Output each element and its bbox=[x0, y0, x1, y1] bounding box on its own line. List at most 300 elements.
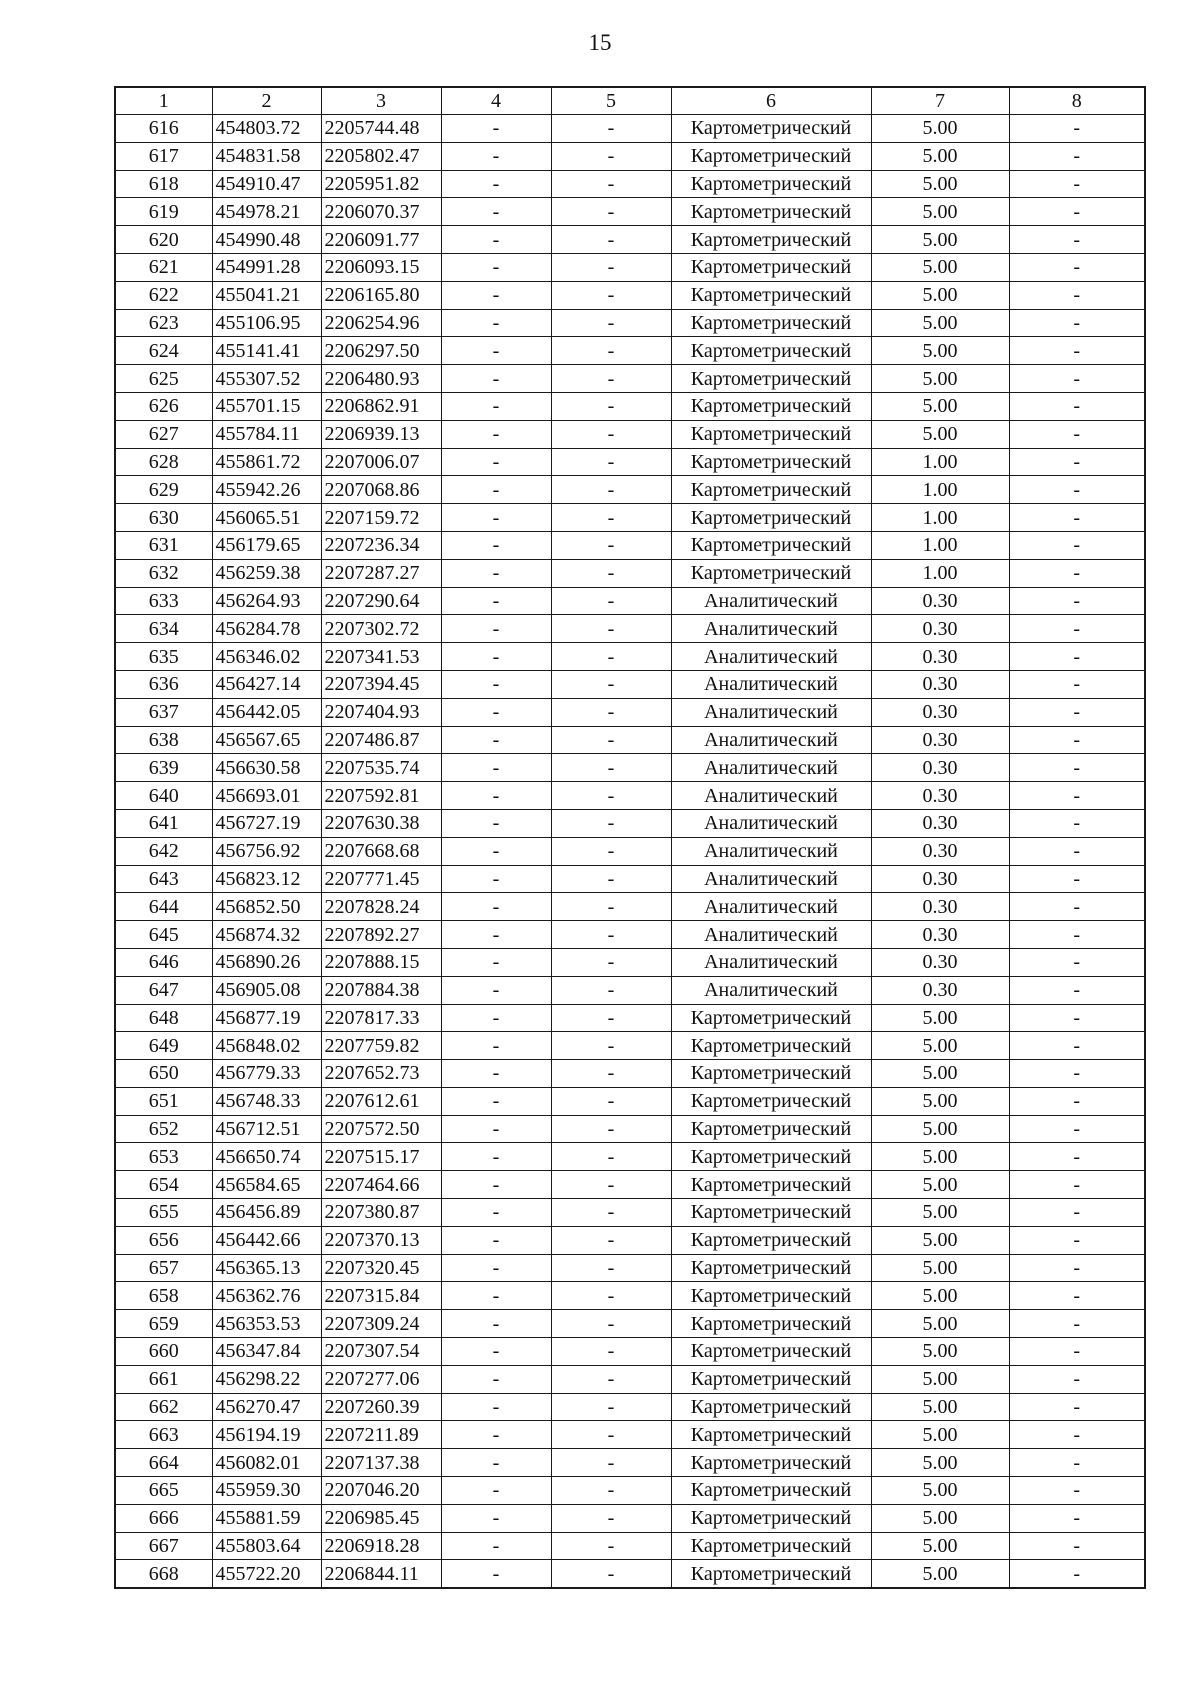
point-number-cell: 642 bbox=[115, 837, 212, 865]
table-row bbox=[115, 587, 1145, 615]
column-5-cell: - bbox=[551, 1115, 671, 1143]
method-cell: Картометрический bbox=[671, 253, 871, 281]
column-5-cell: - bbox=[551, 365, 671, 393]
column-8-cell: - bbox=[1009, 142, 1145, 170]
accuracy-cell: 0.30 bbox=[871, 893, 1009, 921]
x-coordinate-cell: 456905.08 bbox=[212, 976, 321, 1004]
method-cell: Картометрический bbox=[671, 1560, 871, 1588]
accuracy-cell: 1.00 bbox=[871, 476, 1009, 504]
table-row bbox=[115, 559, 1145, 587]
column-8-cell: - bbox=[1009, 921, 1145, 949]
column-5-cell: - bbox=[551, 1477, 671, 1505]
point-number-cell: 659 bbox=[115, 1310, 212, 1338]
y-coordinate-cell: 2205744.48 bbox=[321, 115, 441, 143]
y-coordinate-cell: 2207592.81 bbox=[321, 782, 441, 810]
column-8-cell: - bbox=[1009, 1504, 1145, 1532]
x-coordinate-cell: 456693.01 bbox=[212, 782, 321, 810]
table-body bbox=[115, 87, 1145, 1588]
column-4-cell: - bbox=[441, 976, 551, 1004]
method-cell: Картометрический bbox=[671, 504, 871, 532]
accuracy-cell: 5.00 bbox=[871, 1087, 1009, 1115]
method-cell: Картометрический bbox=[671, 1477, 871, 1505]
column-8-cell: - bbox=[1009, 531, 1145, 559]
point-number-cell: 664 bbox=[115, 1449, 212, 1477]
column-5-cell: - bbox=[551, 921, 671, 949]
point-number-cell: 630 bbox=[115, 504, 212, 532]
table-row bbox=[115, 698, 1145, 726]
x-coordinate-cell: 456264.93 bbox=[212, 587, 321, 615]
column-5-cell: - bbox=[551, 1226, 671, 1254]
column-4-cell: - bbox=[441, 1199, 551, 1227]
y-coordinate-cell: 2207771.45 bbox=[321, 865, 441, 893]
x-coordinate-cell: 455106.95 bbox=[212, 309, 321, 337]
column-5-cell: - bbox=[551, 1282, 671, 1310]
accuracy-cell: 5.00 bbox=[871, 1226, 1009, 1254]
y-coordinate-cell: 2207380.87 bbox=[321, 1199, 441, 1227]
y-coordinate-cell: 2207888.15 bbox=[321, 948, 441, 976]
column-5-cell: - bbox=[551, 1310, 671, 1338]
method-cell: Аналитический bbox=[671, 754, 871, 782]
table-row bbox=[115, 1226, 1145, 1254]
accuracy-cell: 5.00 bbox=[871, 309, 1009, 337]
y-coordinate-cell: 2207068.86 bbox=[321, 476, 441, 504]
x-coordinate-cell: 456456.89 bbox=[212, 1199, 321, 1227]
method-cell: Аналитический bbox=[671, 976, 871, 1004]
accuracy-cell: 0.30 bbox=[871, 782, 1009, 810]
point-number-cell: 667 bbox=[115, 1532, 212, 1560]
column-4-cell: - bbox=[441, 1504, 551, 1532]
accuracy-cell: 5.00 bbox=[871, 1532, 1009, 1560]
point-number-cell: 616 bbox=[115, 115, 212, 143]
x-coordinate-cell: 456727.19 bbox=[212, 809, 321, 837]
column-4-cell: - bbox=[441, 1560, 551, 1588]
x-coordinate-cell: 456567.65 bbox=[212, 726, 321, 754]
accuracy-cell: 0.30 bbox=[871, 865, 1009, 893]
column-8-cell: - bbox=[1009, 170, 1145, 198]
column-8-cell: - bbox=[1009, 1365, 1145, 1393]
method-cell: Картометрический bbox=[671, 559, 871, 587]
accuracy-cell: 5.00 bbox=[871, 1282, 1009, 1310]
y-coordinate-cell: 2207006.07 bbox=[321, 448, 441, 476]
x-coordinate-cell: 456756.92 bbox=[212, 837, 321, 865]
method-cell: Картометрический bbox=[671, 1338, 871, 1366]
y-coordinate-cell: 2207046.20 bbox=[321, 1477, 441, 1505]
column-4-cell: - bbox=[441, 615, 551, 643]
table-row bbox=[115, 1199, 1145, 1227]
x-coordinate-cell: 456852.50 bbox=[212, 893, 321, 921]
table-row bbox=[115, 1449, 1145, 1477]
x-coordinate-cell: 456347.84 bbox=[212, 1338, 321, 1366]
accuracy-cell: 0.30 bbox=[871, 809, 1009, 837]
table-row bbox=[115, 198, 1145, 226]
method-cell: Картометрический bbox=[671, 198, 871, 226]
column-4-cell: - bbox=[441, 865, 551, 893]
table-row bbox=[115, 1338, 1145, 1366]
accuracy-cell: 0.30 bbox=[871, 698, 1009, 726]
x-coordinate-cell: 456284.78 bbox=[212, 615, 321, 643]
table-row bbox=[115, 1032, 1145, 1060]
table-row bbox=[115, 365, 1145, 393]
column-8-cell: - bbox=[1009, 976, 1145, 1004]
accuracy-cell: 5.00 bbox=[871, 1143, 1009, 1171]
x-coordinate-cell: 455881.59 bbox=[212, 1504, 321, 1532]
column-header: 8 bbox=[1009, 87, 1145, 115]
x-coordinate-cell: 455141.41 bbox=[212, 337, 321, 365]
column-4-cell: - bbox=[441, 1032, 551, 1060]
column-4-cell: - bbox=[441, 531, 551, 559]
y-coordinate-cell: 2207884.38 bbox=[321, 976, 441, 1004]
column-8-cell: - bbox=[1009, 1421, 1145, 1449]
accuracy-cell: 5.00 bbox=[871, 1199, 1009, 1227]
column-5-cell: - bbox=[551, 253, 671, 281]
column-5-cell: - bbox=[551, 198, 671, 226]
y-coordinate-cell: 2207515.17 bbox=[321, 1143, 441, 1171]
x-coordinate-cell: 456650.74 bbox=[212, 1143, 321, 1171]
table-row bbox=[115, 309, 1145, 337]
x-coordinate-cell: 455959.30 bbox=[212, 1477, 321, 1505]
accuracy-cell: 1.00 bbox=[871, 448, 1009, 476]
x-coordinate-cell: 456890.26 bbox=[212, 948, 321, 976]
x-coordinate-cell: 455701.15 bbox=[212, 392, 321, 420]
point-number-cell: 648 bbox=[115, 1004, 212, 1032]
method-cell: Картометрический bbox=[671, 1421, 871, 1449]
accuracy-cell: 5.00 bbox=[871, 170, 1009, 198]
column-4-cell: - bbox=[441, 170, 551, 198]
column-8-cell: - bbox=[1009, 392, 1145, 420]
column-4-cell: - bbox=[441, 1087, 551, 1115]
y-coordinate-cell: 2207320.45 bbox=[321, 1254, 441, 1282]
x-coordinate-cell: 456748.33 bbox=[212, 1087, 321, 1115]
column-8-cell: - bbox=[1009, 337, 1145, 365]
method-cell: Картометрический bbox=[671, 531, 871, 559]
y-coordinate-cell: 2206862.91 bbox=[321, 392, 441, 420]
column-8-cell: - bbox=[1009, 420, 1145, 448]
x-coordinate-cell: 456779.33 bbox=[212, 1060, 321, 1088]
y-coordinate-cell: 2207668.68 bbox=[321, 837, 441, 865]
method-cell: Картометрический bbox=[671, 1365, 871, 1393]
y-coordinate-cell: 2207572.50 bbox=[321, 1115, 441, 1143]
column-5-cell: - bbox=[551, 1338, 671, 1366]
page-number: 15 bbox=[588, 30, 612, 55]
method-cell: Картометрический bbox=[671, 1004, 871, 1032]
column-4-cell: - bbox=[441, 504, 551, 532]
table-row bbox=[115, 531, 1145, 559]
x-coordinate-cell: 454831.58 bbox=[212, 142, 321, 170]
table-row bbox=[115, 976, 1145, 1004]
column-4-cell: - bbox=[441, 1449, 551, 1477]
table-row bbox=[115, 170, 1145, 198]
accuracy-cell: 5.00 bbox=[871, 1004, 1009, 1032]
column-header: 5 bbox=[551, 87, 671, 115]
column-4-cell: - bbox=[441, 559, 551, 587]
point-number-cell: 653 bbox=[115, 1143, 212, 1171]
column-5-cell: - bbox=[551, 1171, 671, 1199]
column-5-cell: - bbox=[551, 893, 671, 921]
x-coordinate-cell: 455942.26 bbox=[212, 476, 321, 504]
y-coordinate-cell: 2207817.33 bbox=[321, 1004, 441, 1032]
column-4-cell: - bbox=[441, 198, 551, 226]
column-5-cell: - bbox=[551, 976, 671, 1004]
point-number-cell: 618 bbox=[115, 170, 212, 198]
y-coordinate-cell: 2207287.27 bbox=[321, 559, 441, 587]
table-row bbox=[115, 476, 1145, 504]
point-number-cell: 631 bbox=[115, 531, 212, 559]
method-cell: Аналитический bbox=[671, 865, 871, 893]
point-number-cell: 621 bbox=[115, 253, 212, 281]
column-5-cell: - bbox=[551, 1060, 671, 1088]
point-number-cell: 654 bbox=[115, 1171, 212, 1199]
point-number-cell: 652 bbox=[115, 1115, 212, 1143]
x-coordinate-cell: 454803.72 bbox=[212, 115, 321, 143]
method-cell: Картометрический bbox=[671, 1532, 871, 1560]
column-8-cell: - bbox=[1009, 1560, 1145, 1588]
point-number-cell: 637 bbox=[115, 698, 212, 726]
y-coordinate-cell: 2207137.38 bbox=[321, 1449, 441, 1477]
column-5-cell: - bbox=[551, 1393, 671, 1421]
method-cell: Картометрический bbox=[671, 281, 871, 309]
x-coordinate-cell: 456630.58 bbox=[212, 754, 321, 782]
column-8-cell: - bbox=[1009, 115, 1145, 143]
y-coordinate-cell: 2207211.89 bbox=[321, 1421, 441, 1449]
x-coordinate-cell: 456179.65 bbox=[212, 531, 321, 559]
accuracy-cell: 5.00 bbox=[871, 337, 1009, 365]
table-row bbox=[115, 1310, 1145, 1338]
column-8-cell: - bbox=[1009, 226, 1145, 254]
column-4-cell: - bbox=[441, 1477, 551, 1505]
point-number-cell: 635 bbox=[115, 643, 212, 671]
column-4-cell: - bbox=[441, 1115, 551, 1143]
accuracy-cell: 0.30 bbox=[871, 837, 1009, 865]
point-number-cell: 624 bbox=[115, 337, 212, 365]
x-coordinate-cell: 454990.48 bbox=[212, 226, 321, 254]
column-4-cell: - bbox=[441, 476, 551, 504]
method-cell: Картометрический bbox=[671, 142, 871, 170]
column-4-cell: - bbox=[441, 893, 551, 921]
x-coordinate-cell: 456442.05 bbox=[212, 698, 321, 726]
column-4-cell: - bbox=[441, 115, 551, 143]
column-5-cell: - bbox=[551, 615, 671, 643]
accuracy-cell: 5.00 bbox=[871, 1449, 1009, 1477]
accuracy-cell: 0.30 bbox=[871, 976, 1009, 1004]
x-coordinate-cell: 454991.28 bbox=[212, 253, 321, 281]
y-coordinate-cell: 2207309.24 bbox=[321, 1310, 441, 1338]
table-row bbox=[115, 670, 1145, 698]
point-number-cell: 649 bbox=[115, 1032, 212, 1060]
accuracy-cell: 5.00 bbox=[871, 226, 1009, 254]
table-row bbox=[115, 948, 1145, 976]
column-5-cell: - bbox=[551, 1560, 671, 1588]
column-8-cell: - bbox=[1009, 1449, 1145, 1477]
method-cell: Аналитический bbox=[671, 948, 871, 976]
column-8-cell: - bbox=[1009, 865, 1145, 893]
x-coordinate-cell: 456194.19 bbox=[212, 1421, 321, 1449]
column-8-cell: - bbox=[1009, 1004, 1145, 1032]
x-coordinate-cell: 456823.12 bbox=[212, 865, 321, 893]
y-coordinate-cell: 2207464.66 bbox=[321, 1171, 441, 1199]
point-number-cell: 617 bbox=[115, 142, 212, 170]
point-number-cell: 662 bbox=[115, 1393, 212, 1421]
column-5-cell: - bbox=[551, 281, 671, 309]
column-4-cell: - bbox=[441, 1004, 551, 1032]
x-coordinate-cell: 456584.65 bbox=[212, 1171, 321, 1199]
table-row bbox=[115, 253, 1145, 281]
x-coordinate-cell: 456877.19 bbox=[212, 1004, 321, 1032]
column-8-cell: - bbox=[1009, 1032, 1145, 1060]
point-number-cell: 623 bbox=[115, 309, 212, 337]
accuracy-cell: 5.00 bbox=[871, 1310, 1009, 1338]
accuracy-cell: 5.00 bbox=[871, 365, 1009, 393]
column-5-cell: - bbox=[551, 809, 671, 837]
point-number-cell: 663 bbox=[115, 1421, 212, 1449]
column-5-cell: - bbox=[551, 643, 671, 671]
table-row bbox=[115, 809, 1145, 837]
column-8-cell: - bbox=[1009, 809, 1145, 837]
method-cell: Аналитический bbox=[671, 837, 871, 865]
column-8-cell: - bbox=[1009, 726, 1145, 754]
column-header: 7 bbox=[871, 87, 1009, 115]
point-number-cell: 646 bbox=[115, 948, 212, 976]
column-5-cell: - bbox=[551, 1449, 671, 1477]
x-coordinate-cell: 456848.02 bbox=[212, 1032, 321, 1060]
table-row bbox=[115, 392, 1145, 420]
method-cell: Картометрический bbox=[671, 1060, 871, 1088]
y-coordinate-cell: 2207341.53 bbox=[321, 643, 441, 671]
column-8-cell: - bbox=[1009, 504, 1145, 532]
table-row bbox=[115, 837, 1145, 865]
x-coordinate-cell: 456065.51 bbox=[212, 504, 321, 532]
point-number-cell: 622 bbox=[115, 281, 212, 309]
y-coordinate-cell: 2207394.45 bbox=[321, 670, 441, 698]
accuracy-cell: 5.00 bbox=[871, 115, 1009, 143]
column-4-cell: - bbox=[441, 226, 551, 254]
column-4-cell: - bbox=[441, 1282, 551, 1310]
method-cell: Картометрический bbox=[671, 1393, 871, 1421]
x-coordinate-cell: 456270.47 bbox=[212, 1393, 321, 1421]
method-cell: Картометрический bbox=[671, 420, 871, 448]
column-4-cell: - bbox=[441, 1171, 551, 1199]
table-row bbox=[115, 337, 1145, 365]
point-number-cell: 641 bbox=[115, 809, 212, 837]
column-8-cell: - bbox=[1009, 448, 1145, 476]
column-4-cell: - bbox=[441, 337, 551, 365]
table-row bbox=[115, 1254, 1145, 1282]
coordinates-table bbox=[114, 86, 1146, 1589]
method-cell: Аналитический bbox=[671, 698, 871, 726]
x-coordinate-cell: 455722.20 bbox=[212, 1560, 321, 1588]
y-coordinate-cell: 2206480.93 bbox=[321, 365, 441, 393]
column-8-cell: - bbox=[1009, 281, 1145, 309]
point-number-cell: 627 bbox=[115, 420, 212, 448]
column-8-cell: - bbox=[1009, 1171, 1145, 1199]
table-row bbox=[115, 1171, 1145, 1199]
column-8-cell: - bbox=[1009, 309, 1145, 337]
point-number-cell: 632 bbox=[115, 559, 212, 587]
accuracy-cell: 0.30 bbox=[871, 948, 1009, 976]
accuracy-cell: 5.00 bbox=[871, 1060, 1009, 1088]
column-8-cell: - bbox=[1009, 670, 1145, 698]
column-5-cell: - bbox=[551, 1421, 671, 1449]
y-coordinate-cell: 2205951.82 bbox=[321, 170, 441, 198]
column-5-cell: - bbox=[551, 420, 671, 448]
point-number-cell: 625 bbox=[115, 365, 212, 393]
column-8-cell: - bbox=[1009, 365, 1145, 393]
column-4-cell: - bbox=[441, 1254, 551, 1282]
column-5-cell: - bbox=[551, 698, 671, 726]
method-cell: Картометрический bbox=[671, 1226, 871, 1254]
x-coordinate-cell: 456259.38 bbox=[212, 559, 321, 587]
table-row bbox=[115, 420, 1145, 448]
column-4-cell: - bbox=[441, 782, 551, 810]
column-8-cell: - bbox=[1009, 1310, 1145, 1338]
column-4-cell: - bbox=[441, 142, 551, 170]
column-header: 3 bbox=[321, 87, 441, 115]
column-5-cell: - bbox=[551, 782, 671, 810]
accuracy-cell: 5.00 bbox=[871, 1115, 1009, 1143]
point-number-cell: 643 bbox=[115, 865, 212, 893]
table-row bbox=[115, 1087, 1145, 1115]
column-4-cell: - bbox=[441, 809, 551, 837]
column-5-cell: - bbox=[551, 476, 671, 504]
x-coordinate-cell: 455307.52 bbox=[212, 365, 321, 393]
column-8-cell: - bbox=[1009, 1226, 1145, 1254]
method-cell: Аналитический bbox=[671, 921, 871, 949]
x-coordinate-cell: 456082.01 bbox=[212, 1449, 321, 1477]
point-number-cell: 656 bbox=[115, 1226, 212, 1254]
accuracy-cell: 0.30 bbox=[871, 754, 1009, 782]
accuracy-cell: 0.30 bbox=[871, 670, 1009, 698]
column-4-cell: - bbox=[441, 726, 551, 754]
column-4-cell: - bbox=[441, 448, 551, 476]
method-cell: Картометрический bbox=[671, 115, 871, 143]
method-cell: Аналитический bbox=[671, 643, 871, 671]
column-4-cell: - bbox=[441, 948, 551, 976]
column-8-cell: - bbox=[1009, 643, 1145, 671]
x-coordinate-cell: 456427.14 bbox=[212, 670, 321, 698]
y-coordinate-cell: 2207486.87 bbox=[321, 726, 441, 754]
point-number-cell: 651 bbox=[115, 1087, 212, 1115]
table-row bbox=[115, 1115, 1145, 1143]
accuracy-cell: 5.00 bbox=[871, 1171, 1009, 1199]
column-4-cell: - bbox=[441, 1338, 551, 1366]
column-5-cell: - bbox=[551, 309, 671, 337]
x-coordinate-cell: 456298.22 bbox=[212, 1365, 321, 1393]
accuracy-cell: 5.00 bbox=[871, 392, 1009, 420]
x-coordinate-cell: 456442.66 bbox=[212, 1226, 321, 1254]
point-number-cell: 657 bbox=[115, 1254, 212, 1282]
column-8-cell: - bbox=[1009, 948, 1145, 976]
column-5-cell: - bbox=[551, 392, 671, 420]
column-5-cell: - bbox=[551, 670, 671, 698]
method-cell: Картометрический bbox=[671, 1504, 871, 1532]
accuracy-cell: 5.00 bbox=[871, 1338, 1009, 1366]
y-coordinate-cell: 2206093.15 bbox=[321, 253, 441, 281]
table-header-row bbox=[115, 87, 1145, 115]
point-number-cell: 660 bbox=[115, 1338, 212, 1366]
column-8-cell: - bbox=[1009, 782, 1145, 810]
table-row bbox=[115, 226, 1145, 254]
point-number-cell: 619 bbox=[115, 198, 212, 226]
column-4-cell: - bbox=[441, 1310, 551, 1338]
method-cell: Аналитический bbox=[671, 587, 871, 615]
column-4-cell: - bbox=[441, 420, 551, 448]
method-cell: Картометрический bbox=[671, 1143, 871, 1171]
point-number-cell: 638 bbox=[115, 726, 212, 754]
column-5-cell: - bbox=[551, 948, 671, 976]
column-5-cell: - bbox=[551, 531, 671, 559]
y-coordinate-cell: 2207307.54 bbox=[321, 1338, 441, 1366]
accuracy-cell: 0.30 bbox=[871, 726, 1009, 754]
table-row bbox=[115, 281, 1145, 309]
